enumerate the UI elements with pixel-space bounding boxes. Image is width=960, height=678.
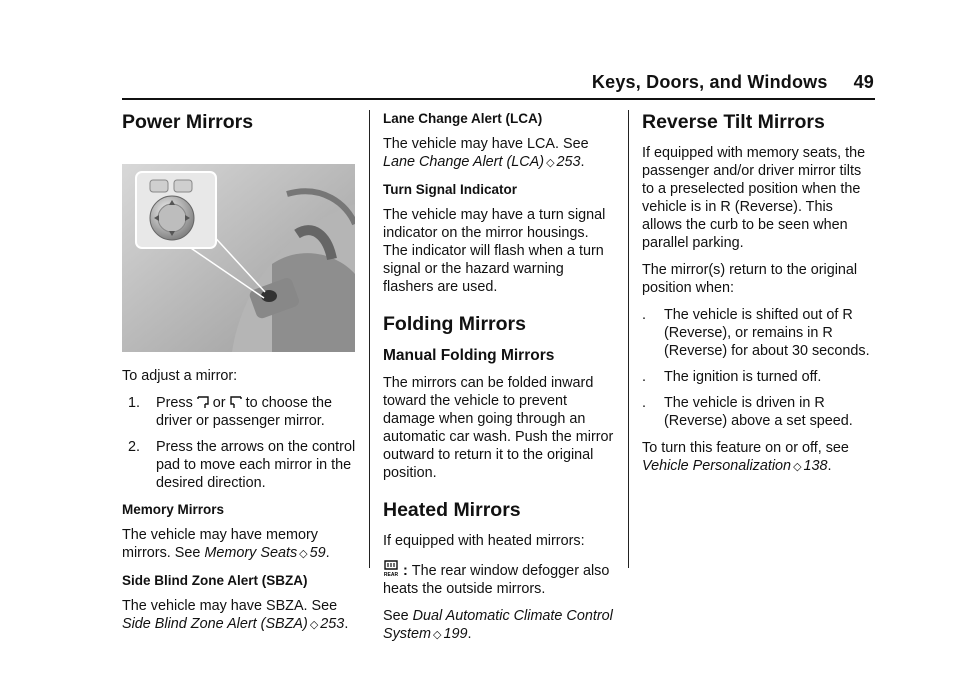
- turn-signal-text: The vehicle may have a turn signal indicator on the mirror housings. The indicator will flash when a turn signal or the hazard warning flashers are used.: [383, 207, 606, 295]
- step-text: Press the arrows on the control pad to move each mirror in the desired direction.: [156, 439, 356, 491]
- period: .: [325, 545, 330, 561]
- step-text-mid: or: [212, 395, 226, 411]
- personalization-text: [642, 439, 875, 476]
- adjust-steps: [122, 394, 357, 492]
- memory-ref[interactable]: 59: [309, 545, 326, 561]
- mirror-control-illustration: [122, 164, 355, 352]
- defogger-sentence: The rear window defogger also heats the outside mirrors.: [383, 563, 610, 597]
- column-3: [642, 110, 875, 485]
- memory-mirrors-text: [122, 526, 357, 563]
- manual-folding-heading: Manual Folding Mirrors: [383, 347, 555, 364]
- folding-mirrors-heading: Folding Mirrors: [383, 313, 526, 335]
- xref-icon: ◇: [299, 548, 308, 560]
- list-item: [642, 368, 875, 386]
- page-header: [592, 72, 874, 93]
- right-mirror-icon: [230, 395, 242, 409]
- period: .: [580, 154, 585, 170]
- period: .: [467, 626, 472, 642]
- left-mirror-icon: [197, 395, 209, 409]
- sbza-text: [122, 597, 357, 634]
- step-text-pre: Press: [156, 395, 193, 411]
- column-divider-1: [369, 110, 370, 568]
- folding-text: The mirrors can be folded inward toward the vehicle to prevent damage when going through an automatic car wash. Push the mirror outward to return it to the original position.: [383, 375, 614, 481]
- step-text-post: to choose the driver or passenger mirror.: [156, 395, 333, 429]
- lca-ref[interactable]: 253: [556, 154, 581, 170]
- xref-icon: ◇: [546, 157, 555, 169]
- step-number: 1.: [128, 395, 141, 411]
- bullet-text: The vehicle is shifted out of R (Reverse), or remains in R (Reverse) for about 30 seconds.: [664, 307, 870, 359]
- header-rule: [122, 98, 875, 100]
- sbza-heading: Side Blind Zone Alert (SBZA): [122, 573, 308, 588]
- heated-intro: If equipped with heated mirrors:: [383, 533, 585, 549]
- climate-ref-text: [383, 607, 616, 644]
- xref-icon: ◇: [793, 461, 802, 473]
- defogger-text: REAR : The rear window defogger also heats the outside mirrors.: [383, 559, 616, 598]
- step-number: 2.: [128, 439, 141, 455]
- list-item: [642, 394, 875, 430]
- xref-icon: ◇: [309, 619, 319, 631]
- personalization-ref[interactable]: 138: [803, 458, 828, 474]
- sbza-ref[interactable]: 253: [320, 616, 345, 632]
- return-conditions-list: [642, 306, 875, 430]
- page-number: 49: [853, 72, 874, 92]
- period: .: [344, 616, 349, 632]
- memory-text: The vehicle may have memory mirrors. See: [122, 527, 318, 561]
- chapter-title: Keys, Doors, and Windows: [591, 72, 828, 92]
- bullet-icon: .: [642, 369, 646, 385]
- personalization-sentence: To turn this feature on or off, see: [642, 440, 849, 456]
- list-item: [122, 438, 357, 492]
- period: .: [827, 458, 832, 474]
- xref-icon: ◇: [432, 629, 442, 641]
- column-2: [383, 110, 616, 653]
- reverse-tilt-p1: If equipped with memory seats, the passenger and/or driver mirror tilts to a preselected position when the vehicle is in R (Reverse). This allows the curb to be seen when parallel parking.: [642, 145, 866, 251]
- lca-heading: Lane Change Alert (LCA): [383, 111, 543, 126]
- list-item: [642, 306, 875, 360]
- list-item: [122, 394, 357, 430]
- column-divider-2: [628, 110, 629, 568]
- column-1: [122, 110, 357, 643]
- sbza-link[interactable]: Side Blind Zone Alert (SBZA): [122, 616, 308, 632]
- turn-signal-heading: Turn Signal Indicator: [383, 182, 518, 197]
- vehicle-personalization-link[interactable]: Vehicle Personalization: [642, 458, 792, 474]
- lca-text: [383, 135, 616, 172]
- bullet-icon: .: [642, 307, 646, 323]
- see-text: See: [383, 608, 409, 624]
- reverse-tilt-p2: The mirror(s) return to the original position when:: [642, 262, 858, 296]
- bullet-icon: .: [642, 395, 646, 411]
- power-mirrors-heading: Power Mirrors: [122, 111, 254, 133]
- lca-link[interactable]: Lane Change Alert (LCA): [383, 154, 545, 170]
- memory-mirrors-heading: Memory Mirrors: [122, 502, 225, 517]
- climate-ref[interactable]: 199: [443, 626, 468, 642]
- rear-defogger-icon: [383, 559, 399, 577]
- sbza-sentence: The vehicle may have SBZA. See: [122, 598, 338, 614]
- bullet-text: The vehicle is driven in R (Reverse) above a set speed.: [664, 395, 853, 429]
- adjust-intro: To adjust a mirror:: [122, 368, 238, 384]
- svg-text:REAR: REAR: [383, 572, 399, 577]
- bullet-text: The ignition is turned off.: [664, 369, 822, 385]
- climate-control-link[interactable]: Dual Automatic Climate Control System: [383, 608, 613, 642]
- heated-mirrors-heading: Heated Mirrors: [383, 499, 521, 521]
- memory-seats-link[interactable]: Memory Seats: [204, 545, 298, 561]
- lca-sentence: The vehicle may have LCA. See: [383, 136, 589, 152]
- reverse-tilt-heading: Reverse Tilt Mirrors: [642, 111, 825, 133]
